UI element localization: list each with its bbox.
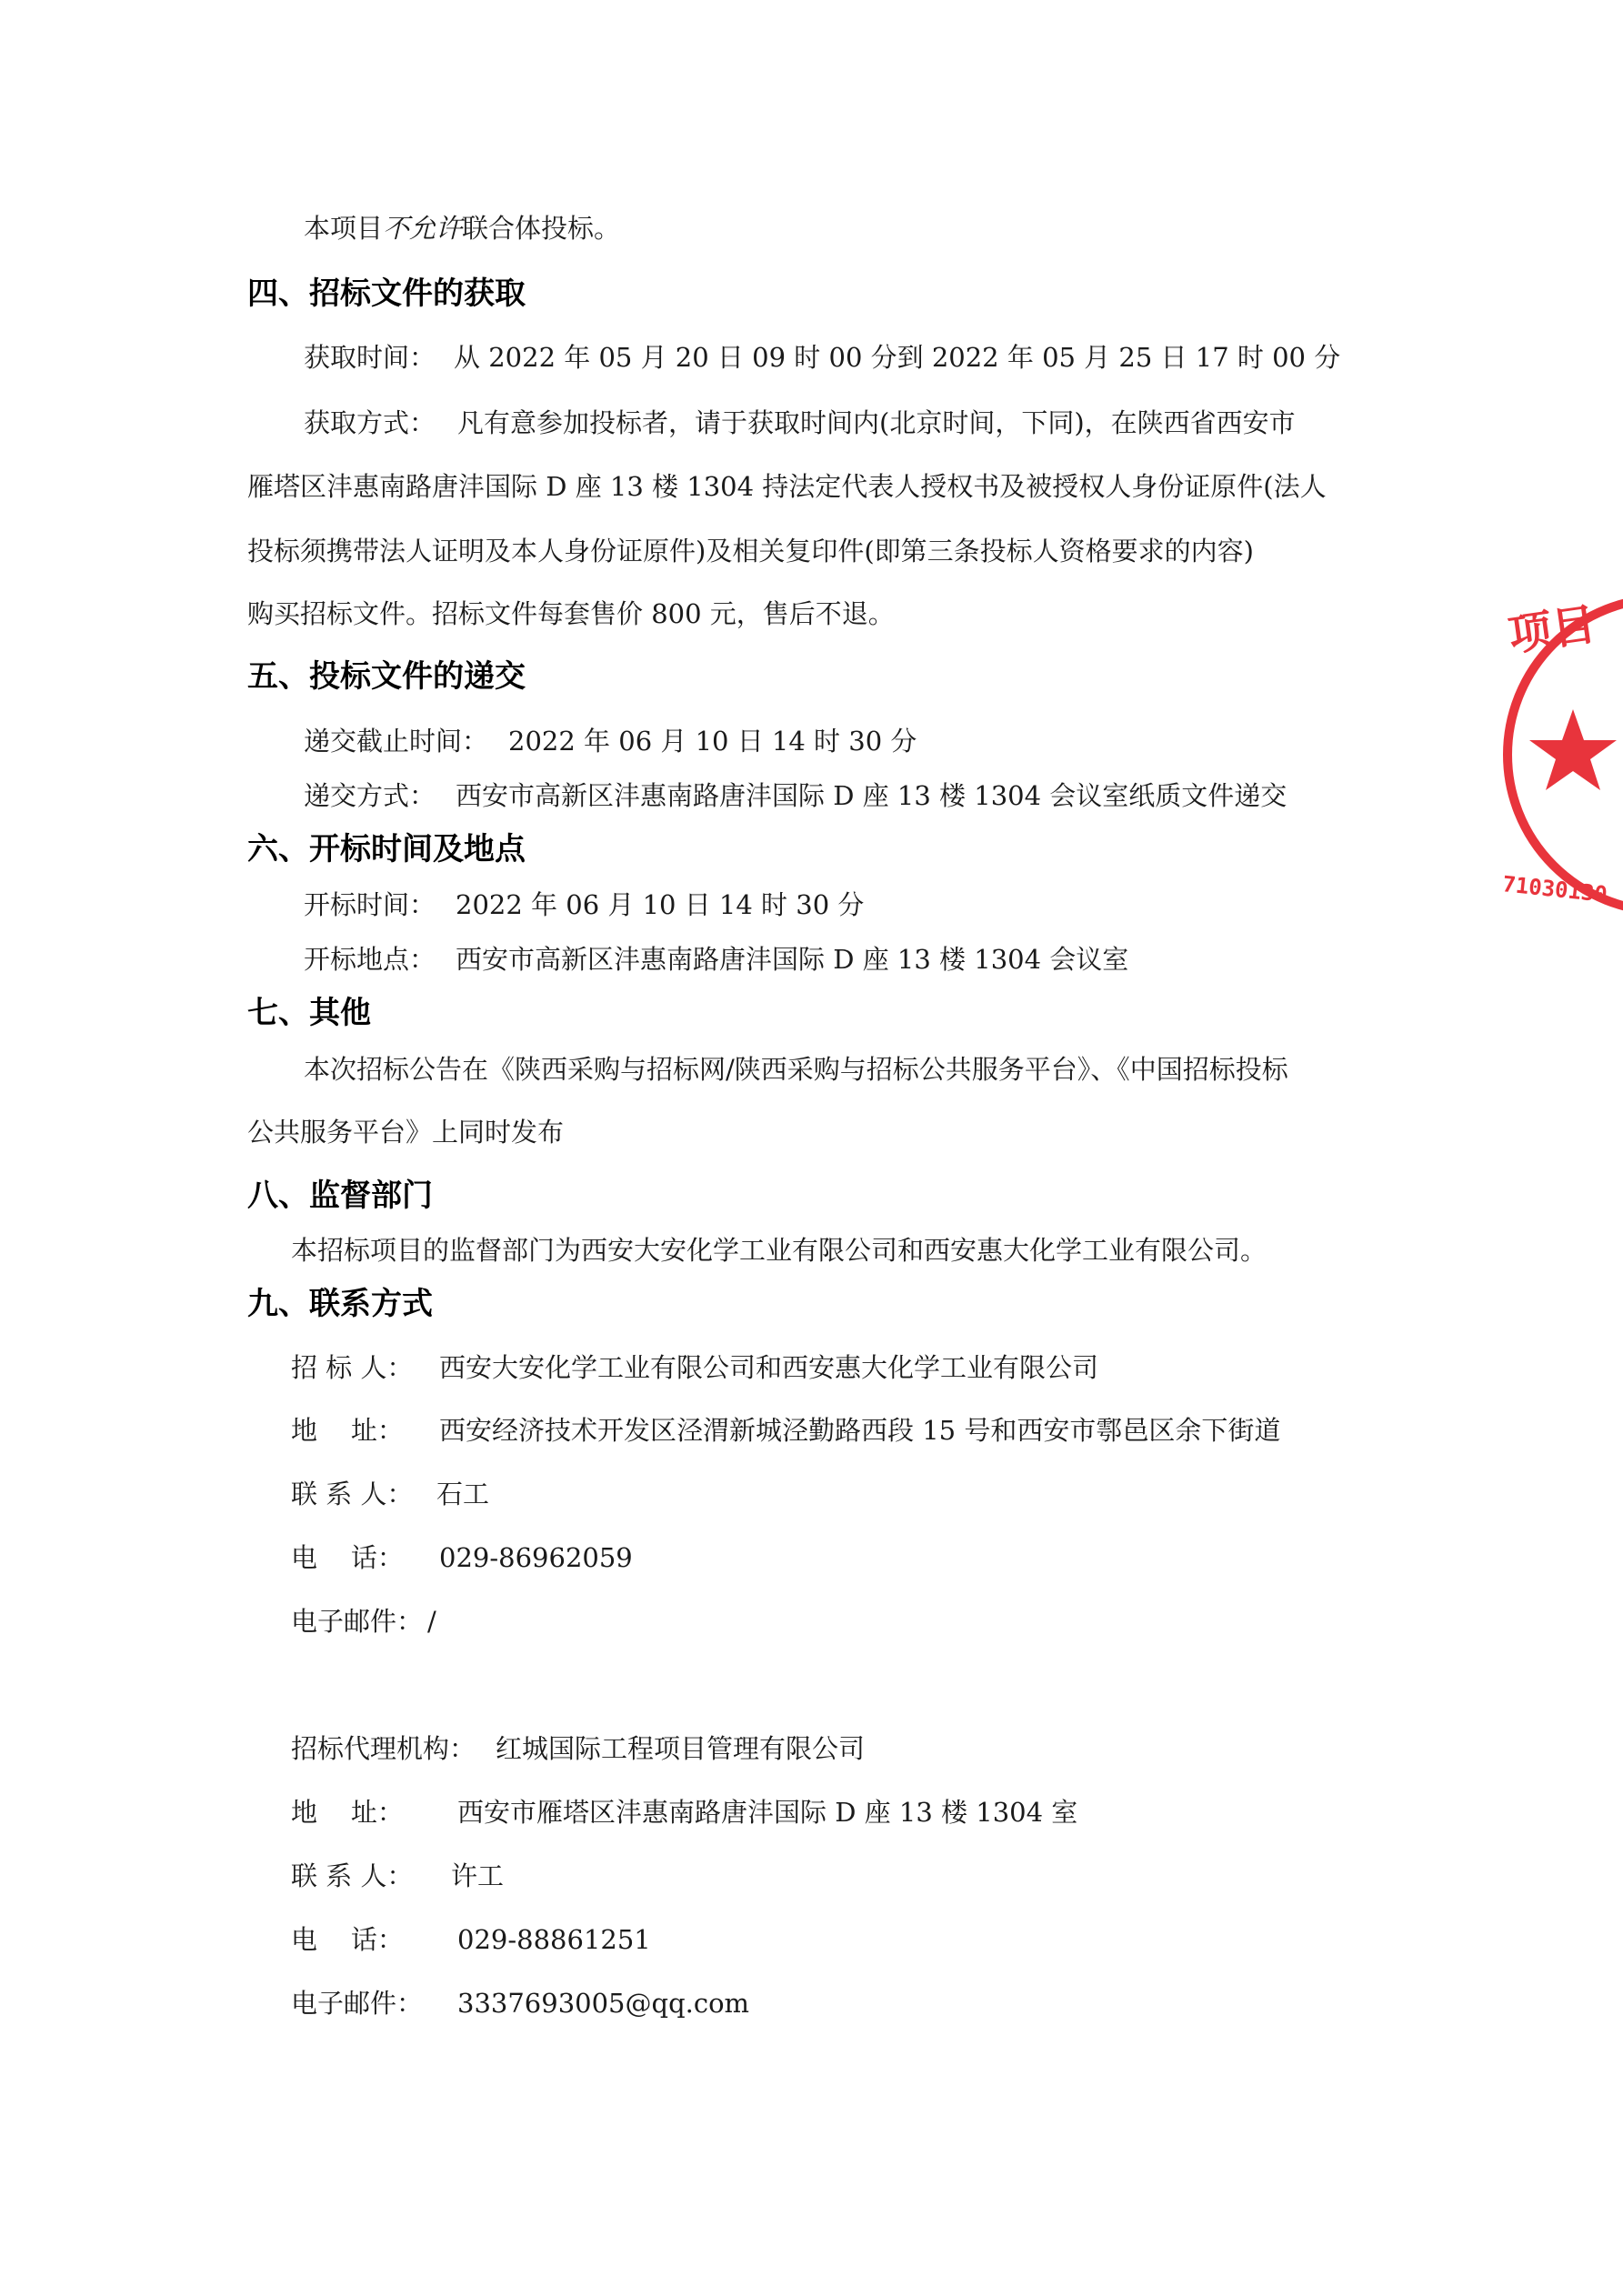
section-9-heading: 九、联系方式 xyxy=(247,1286,433,1322)
agency-email-label: 电子邮件： xyxy=(291,1988,424,2019)
agency-phone-label: 电 话： xyxy=(291,1924,404,1955)
section-7-heading: 七、其他 xyxy=(247,995,371,1031)
section-5-heading: 五、投标文件的递交 xyxy=(247,658,526,695)
agency-phone-row xyxy=(291,1923,651,1956)
sec7-line2: 公共服务平台》上同时发布 xyxy=(247,1117,565,1148)
tenderer-name-value: 西安大安化学工业有限公司和西安惠大化学工业有限公司 xyxy=(439,1352,1099,1383)
sec5-deadline-row xyxy=(304,725,917,757)
sec4-method-label: 获取方式： xyxy=(304,407,436,438)
tenderer-phone-row xyxy=(291,1541,633,1574)
intro-suffix: 联合体投标。 xyxy=(462,213,621,244)
agency-contact-value: 许工 xyxy=(451,1860,505,1891)
intro-prefix: 本项目 xyxy=(304,213,384,244)
agency-address-row xyxy=(291,1796,1077,1829)
intro-line xyxy=(304,212,620,245)
tenderer-address-label: 地 址： xyxy=(291,1415,404,1446)
tenderer-email-row xyxy=(291,1605,436,1638)
agency-address-value: 西安市雁塔区沣惠南路唐沣国际 D 座 13 楼 1304 室 xyxy=(457,1797,1078,1828)
sec4-method-row xyxy=(304,406,1296,439)
agency-contact-label: 联 系 人： xyxy=(291,1860,414,1891)
tenderer-name-row xyxy=(291,1351,1098,1384)
agency-name-row xyxy=(291,1732,865,1765)
tenderer-email-label: 电子邮件： xyxy=(291,1606,424,1637)
agency-name-value: 红城国际工程项目管理有限公司 xyxy=(496,1733,866,1764)
section-6-heading: 六、开标时间及地点 xyxy=(247,831,526,867)
sec4-time-value: 从 2022 年 05 月 20 日 09 时 00 分到 2022 年 05 月 25 日 17 时 00 分 xyxy=(454,342,1341,373)
tenderer-phone-value: 029-86962059 xyxy=(439,1542,633,1573)
agency-name-label: 招标代理机构： xyxy=(291,1733,476,1764)
sec5-method-label: 递交方式： xyxy=(304,780,436,811)
sec5-deadline-value: 2022 年 06 月 10 日 14 时 30 分 xyxy=(508,726,917,757)
agency-email-row xyxy=(291,1987,749,2020)
tenderer-contact-label: 联 系 人： xyxy=(291,1479,414,1509)
tenderer-contact-row xyxy=(291,1478,489,1510)
tenderer-address-row xyxy=(291,1414,1280,1447)
sec5-method-row xyxy=(304,779,1287,812)
sec6-place-value: 西安市高新区沣惠南路唐沣国际 D 座 13 楼 1304 会议室 xyxy=(456,944,1129,975)
seal-top-text: 项目 xyxy=(1505,598,1599,662)
sec6-time-label: 开标时间： xyxy=(304,889,436,920)
tenderer-contact-value: 石工 xyxy=(436,1479,490,1509)
intro-emphasis: 不允许 xyxy=(383,213,463,244)
sec4-time-label: 获取时间： xyxy=(304,342,436,373)
sec7-line1: 本次招标公告在《陕西采购与招标网/陕西采购与招标公共服务平台》、《中国招标投标 xyxy=(304,1054,1288,1085)
seal-star xyxy=(1529,709,1617,790)
sec6-place-label: 开标地点： xyxy=(304,944,436,975)
agency-email-value: 3337693005@qq.com xyxy=(457,1988,750,2019)
tenderer-address-value: 西安经济技术开发区泾渭新城泾勤路西段 15 号和西安市鄠邑区余下街道 xyxy=(439,1415,1281,1446)
sec6-time-row xyxy=(304,888,864,921)
sec6-time-value: 2022 年 06 月 10 日 14 时 30 分 xyxy=(456,889,865,920)
agency-phone-value: 029-88861251 xyxy=(457,1924,651,1955)
sec4-time-row xyxy=(304,341,1340,374)
sec5-method-value: 西安市高新区沣惠南路唐沣国际 D 座 13 楼 1304 会议室纸质文件递交 xyxy=(456,780,1287,811)
sec4-method-line2: 雁塔区沣惠南路唐沣国际 D 座 13 楼 1304 持法定代表人授权书及被授权人身份证原件(法人 xyxy=(247,471,1327,502)
tenderer-phone-label: 电 话： xyxy=(291,1542,404,1573)
tenderer-email-value: / xyxy=(427,1606,436,1637)
sec4-method-line1: 凡有意参加投标者，请于获取时间内(北京时间，下同)，在陕西省西安市 xyxy=(457,407,1296,438)
section-4-heading: 四、招标文件的获取 xyxy=(247,276,526,312)
sec5-deadline-label: 递交截止时间： xyxy=(304,726,489,757)
agency-address-label: 地 址： xyxy=(291,1797,404,1828)
sec8-line1: 本招标项目的监督部门为西安大安化学工业有限公司和西安惠大化学工业有限公司。 xyxy=(291,1235,1267,1266)
sec4-method-line4: 购买招标文件。招标文件每套售价 800 元，售后不退。 xyxy=(247,598,895,629)
tenderer-name-label: 招 标 人： xyxy=(291,1352,414,1383)
section-8-heading: 八、监督部门 xyxy=(247,1178,433,1214)
red-star-seal-icon xyxy=(1491,582,1623,927)
seal-bottom-text: 71030130 xyxy=(1501,871,1609,908)
sec4-method-line3: 投标须携带法人证明及本人身份证原件)及相关复印件(即第三条投标人资格要求的内容) xyxy=(247,536,1254,566)
sec6-place-row xyxy=(304,943,1128,976)
agency-contact-row xyxy=(291,1860,504,1892)
